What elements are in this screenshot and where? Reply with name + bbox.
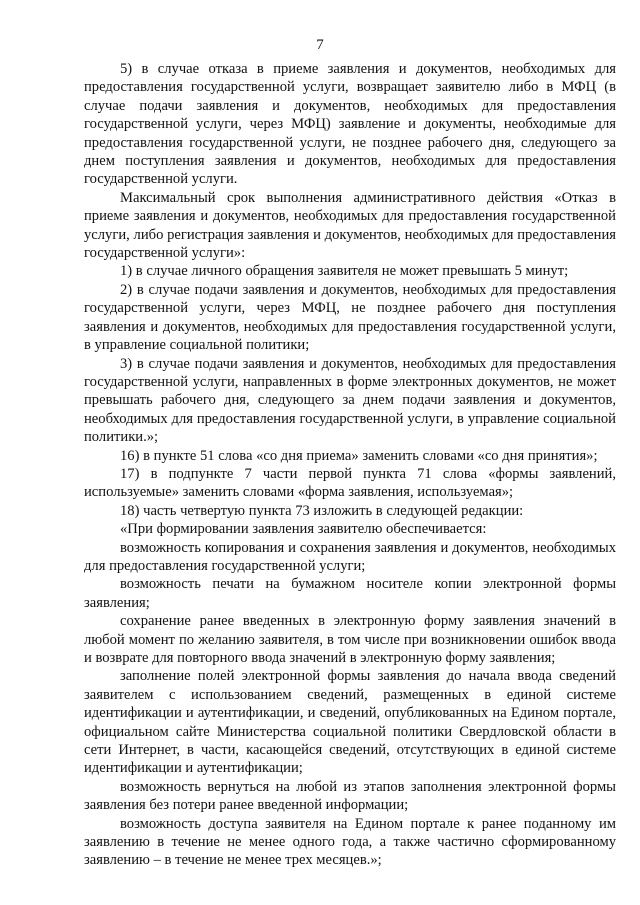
paragraph-max-term: Максимальный срок выполнения административного действия «Отказ в приеме заявления и документов, необходимых для предоставления государственной услуги, либо регистрация заявления и документов, необходимых для предоставления государственной услуги»: — [84, 189, 616, 262]
paragraph-print: возможность печати на бумажном носителе копии электронной формы заявления; — [84, 576, 616, 611]
document-body — [84, 60, 616, 870]
paragraph-item-5-refusal: 5) в случае отказа в приеме заявления и документов, необходимых для предоставления государственной услуги, возвращает заявителю либо в МФЦ (в случае подачи заявления и документов, необходимых для предоставления государственной услуги, через МФЦ) заявление и документы, необходимые для предоставления государственной услуги, не позднее рабочего дня, следующего за днем поступления заявления и документов, необходимых для предоставления государственной услуги. — [84, 61, 616, 188]
paragraph-amend-16: 16) в пункте 51 слова «со дня приема» заменить словами «со дня принятия»; — [120, 447, 598, 464]
paragraph-amend-17: 17) в подпункте 7 части первой пункта 71 слова «формы заявлений, используемые» заменить словами «форма заявления, используемая»; — [84, 465, 616, 501]
paragraph-term-2: 2) в случае подачи заявления и документов, необходимых для предоставления государственной услуги, через МФЦ, не позднее рабочего дня поступления заявления и документов, необходимых для предоставления государственной услуги, в управление социальной политики; — [84, 281, 616, 354]
paragraph-quote-intro: «При формировании заявления заявителю обеспечивается: — [120, 521, 487, 538]
paragraph-save-values: сохранение ранее введенных в электронную форму заявления значений в любой момент по желанию заявителя, в том числе при возникновении ошибок ввода и возврате для повторного ввода значений в электронную форму заявления; — [84, 613, 616, 666]
paragraph-amend-18: 18) часть четвертую пункта 73 изложить в следующей редакции: — [120, 502, 524, 519]
paragraph-copy-save: возможность копирования и сохранения заявления и документов, необходимых для предоставления государственной услуги; — [84, 539, 616, 574]
paragraph-term-3: 3) в случае подачи заявления и документов, необходимых для предоставления государственной услуги, направленных в форме электронных документов, не может превышать рабочего дня, следующего за днем подачи заявления и документов, необходимых для предоставления государственной услуги, в управление социальной политики.»; — [84, 355, 616, 446]
page-number: 7 — [316, 37, 324, 53]
paragraph-term-1: 1) в случае личного обращения заявителя не может превышать 5 минут; — [120, 263, 569, 280]
paragraph-prefill: заполнение полей электронной формы заявления до начала ввода сведений заявителем с использованием сведений, размещенных в единой системе идентификации и аутентификации, и сведений, опубликованных на Едином портале, официальном сайте Министерства социальной политики Свердловской области в сети Интернет, в части, касающейся сведений, отсутствующих в единой системе идентификации и аутентификации; — [84, 668, 616, 777]
paragraph-return-step: возможность вернуться на любой из этапов заполнения электронной формы заявления без потери ранее введенной информации; — [84, 778, 616, 814]
paragraph-access: возможность доступа заявителя на Едином портале к ранее поданному им заявлению в течение не менее одного года, а также частично сформированному заявлению – в течение не менее трех месяцев.»; — [84, 815, 616, 869]
